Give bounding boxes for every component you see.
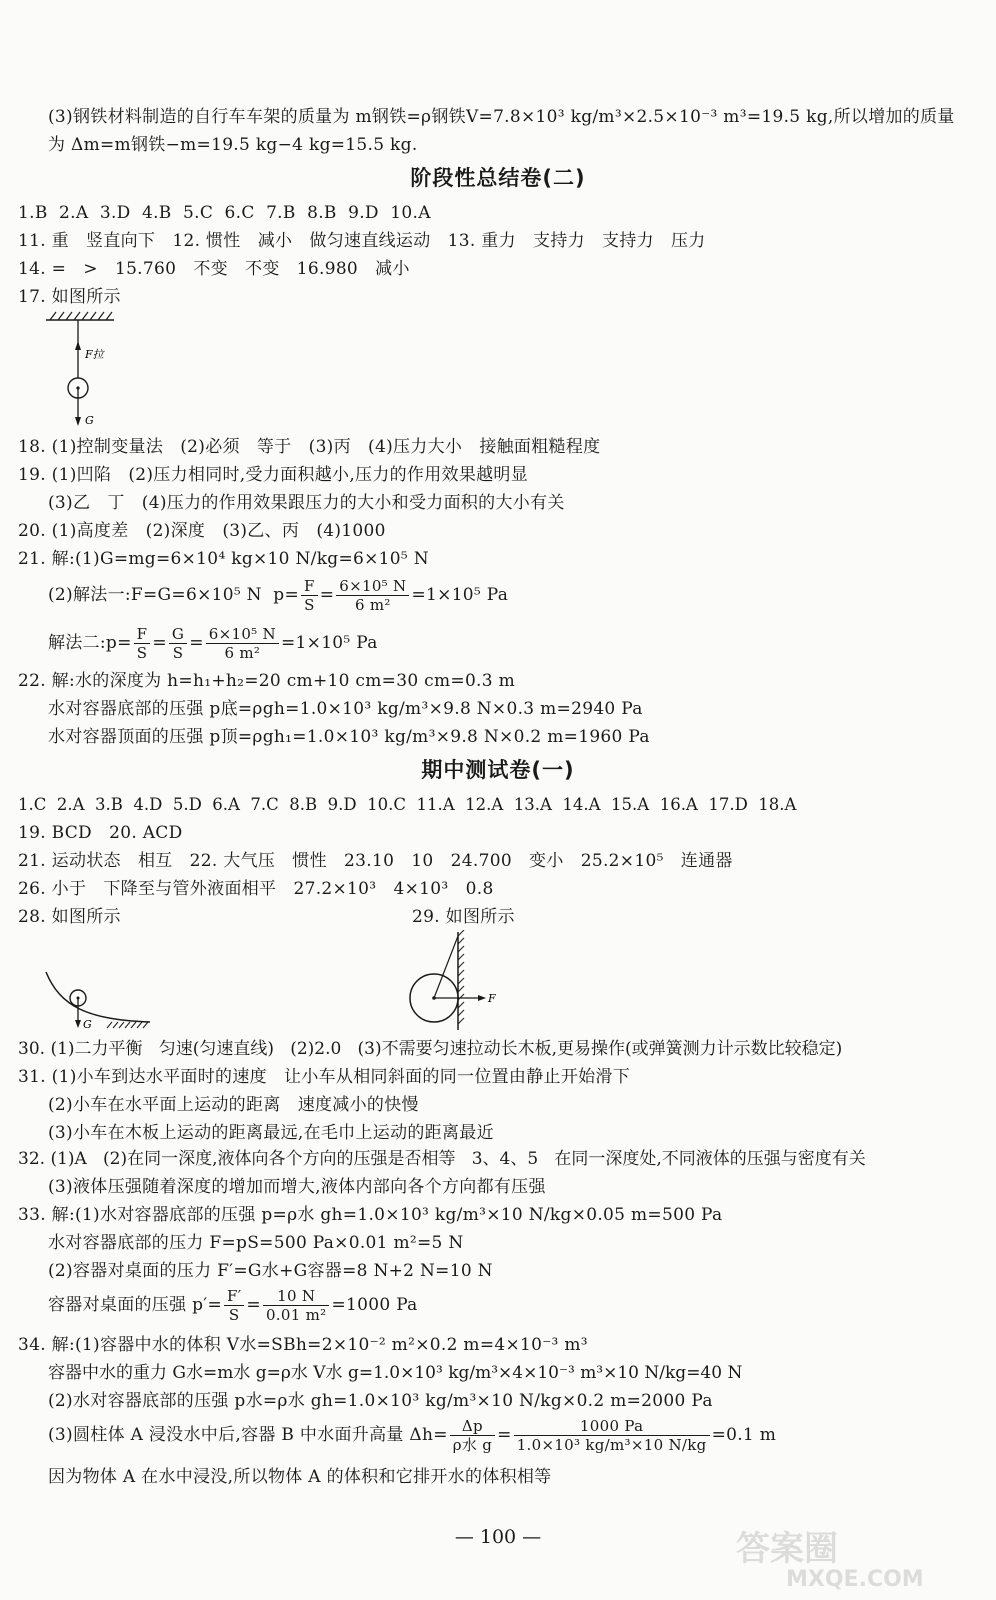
answer-line: (3)乙 丁 (4)压力的作用效果跟压力的大小和受力面积的大小有关 — [48, 493, 565, 513]
answer-line: 水对容器底部的压力 F=pS=500 Pa×0.01 m²=5 N — [48, 1233, 464, 1253]
force-label: F — [488, 992, 496, 1005]
fraction: $\frac{F}{S}$ — [301, 577, 318, 614]
answer-line: 水对容器顶面的压强 p顶=ρgh₁=1.0×10³ kg/m³×9.8 N×0.2 m=1960 Pa — [48, 727, 650, 747]
fraction: $\frac{\text{6×10⁵ N}}{\text{6 m²}}$ — [206, 625, 279, 662]
answer-line: 17. 如图所示 — [18, 287, 121, 307]
text-line: (3)钢铁材料制造的自行车车架的质量为 m钢铁=ρ钢铁V=7.8×10³ kg/m³×2.5×10⁻³ m³=19.5 kg,所以增加的质量 — [48, 107, 955, 127]
fraction: $\frac{\Delta p}{\text{ρ水 g}}$ — [450, 1417, 495, 1454]
formula-line: (3)圆柱体 A 浸没水中后,容器 B 中水面升高量 Δh= $\frac{\Delta p}{\text{ρ水 g}}$ = $\frac{1000 Pa}{\text{1.0×10³ kg/m³×10 N/kg}}$ =0.1 m — [48, 1417, 777, 1454]
answer-line: 容器中水的重力 G水=m水 g=ρ水 V水 g=1.0×10³ kg/m³×4×10⁻³ m³×10 N/kg=40 N — [48, 1363, 743, 1383]
answer-line: 11. 重 竖直向下 12. 惯性 减小 做匀速直线运动 13. 重力 支持力 支持力 压力 — [18, 231, 706, 251]
svg-text:MXQE.COM: MXQE.COM — [786, 1567, 924, 1590]
fraction: $\frac{F}{S}$ — [134, 625, 151, 662]
fraction: $\frac{G}{S}$ — [169, 625, 187, 662]
formula-line: 容器对桌面的压强 p′= $\frac{F'}{S}$ = $\frac{10 N}{\text{0.01 m²}}$ =1000 Pa — [48, 1287, 418, 1324]
answer-line: (2)容器对桌面的压力 F′=G水+G容器=8 N+2 N=10 N — [48, 1261, 493, 1281]
answer-line: 21. 运动状态 相互 22. 大气压 惯性 23.10 10 24.700 变小 25.2×10⁵ 连通器 — [18, 851, 733, 871]
section-title: 阶段性总结卷(二) — [410, 166, 586, 190]
answer-line: 水对容器底部的压强 p底=ρgh=1.0×10³ kg/m³×9.8 N×0.3 m=2940 Pa — [48, 699, 643, 719]
answer-line: 26. 小于 下降至与管外液面相平 27.2×10³ 4×10³ 0.8 — [18, 879, 494, 899]
answer-line: 31. (1)小车到达水平面时的速度 让小车从相同斜面的同一位置由静止开始滑下 — [18, 1067, 631, 1087]
figure-29-wall-ball — [404, 930, 504, 1032]
answer-line: 19. (1)凹陷 (2)压力相同时,受力面积越小,压力的作用效果越明显 — [18, 465, 529, 485]
figure-17-force-diagram — [40, 308, 120, 436]
answer-line: 1.C 2.A 3.B 4.D 5.D 6.A 7.C 8.B 9.D 10.C 11.A 12.A 13.A 14.A 15.A 16.A 17.D 18.A — [18, 795, 797, 814]
answer-line: 30. (1)二力平衡 匀速(匀速直线) (2)2.0 (3)不需要匀速拉动长木板,更易操作(或弹簧测力计示数比较稳定) — [18, 1039, 843, 1059]
formula-line: 解法二:p= $\frac{F}{S}$ = $\frac{G}{S}$ = $\frac{\text{6×10⁵ N}}{\text{6 m²}}$ =1×10⁵ Pa — [48, 625, 378, 662]
fraction: $\frac{\text{6×10⁵ N}}{\text{6 m²}}$ — [336, 577, 409, 614]
answer-line: 28. 如图所示 — [18, 907, 121, 927]
answer-line: 19. BCD 20. ACD — [18, 823, 183, 843]
answer-line: 1.B 2.A 3.D 4.B 5.C 6.C 7.B 8.B 9.D 10.A — [18, 203, 431, 223]
answer-line: 20. (1)高度差 (2)深度 (3)乙、丙 (4)1000 — [18, 521, 386, 541]
answer-line: 18. (1)控制变量法 (2)必须 等于 (3)丙 (4)压力大小 接触面粗糙程度 — [18, 437, 601, 457]
page-number: — 100 — — [454, 1526, 542, 1548]
force-label: F拉 — [85, 348, 104, 361]
answer-line: 33. 解:(1)水对容器底部的压强 p=ρ水 gh=1.0×10³ kg/m³×10 N/kg×0.05 m=500 Pa — [18, 1205, 723, 1225]
text-line: 为 Δm=m钢铁−m=19.5 kg−4 kg=15.5 kg. — [48, 135, 418, 155]
figure-28-slope-ball — [42, 966, 154, 1032]
answer-line: (2)水对容器底部的压强 p水=ρ水 gh=1.0×10³ kg/m³×10 N/kg×0.2 m=2000 Pa — [48, 1391, 713, 1411]
answer-line: 14. = > 15.760 不变 不变 16.980 减小 — [18, 259, 410, 279]
answer-line: (2)小车在水平面上运动的距离 速度减小的快慢 — [48, 1095, 419, 1115]
gravity-label: G — [85, 414, 94, 427]
answer-line: 29. 如图所示 — [412, 907, 515, 927]
formula-line: (2)解法一:F=G=6×10⁵ N p= $\frac{F}{S}$ = $\frac{\text{6×10⁵ N}}{\text{6 m²}}$ =1×10⁵ Pa — [48, 577, 509, 614]
watermark-logo — [726, 1520, 966, 1590]
answer-line: (3)液体压强随着深度的增加而增大,液体内部向各个方向都有压强 — [48, 1177, 546, 1197]
answer-line: 34. 解:(1)容器中水的体积 V水=SBh=2×10⁻² m²×0.2 m=4×10⁻³ m³ — [18, 1335, 588, 1355]
answer-line: 因为物体 A 在水中浸没,所以物体 A 的体积和它排开水的体积相等 — [48, 1467, 552, 1487]
answer-line: (3)小车在木板上运动的距离最远,在毛巾上运动的距离最近 — [48, 1123, 494, 1143]
fraction: $\frac{F'}{S}$ — [224, 1287, 244, 1324]
fraction: $\frac{1000 Pa}{\text{1.0×10³ kg/m³×10 N/kg}}$ — [514, 1417, 710, 1454]
answer-line: 32. (1)A (2)在同一深度,液体向各个方向的压强是否相等 3、4、5 在同一深度处,不同液体的压强与密度有关 — [18, 1149, 866, 1169]
answer-line: 22. 解:水的深度为 h=h₁+h₂=20 cm+10 cm=30 cm=0.3 m — [18, 671, 516, 691]
gravity-label: G — [83, 1018, 92, 1031]
svg-text:答案圈: 答案圈 — [736, 1529, 838, 1569]
section-title: 期中测试卷(一) — [421, 758, 575, 782]
answer-line: 21. 解:(1)G=mg=6×10⁴ kg×10 N/kg=6×10⁵ N — [18, 549, 429, 569]
fraction: $\frac{10 N}{\text{0.01 m²}}$ — [263, 1287, 330, 1324]
